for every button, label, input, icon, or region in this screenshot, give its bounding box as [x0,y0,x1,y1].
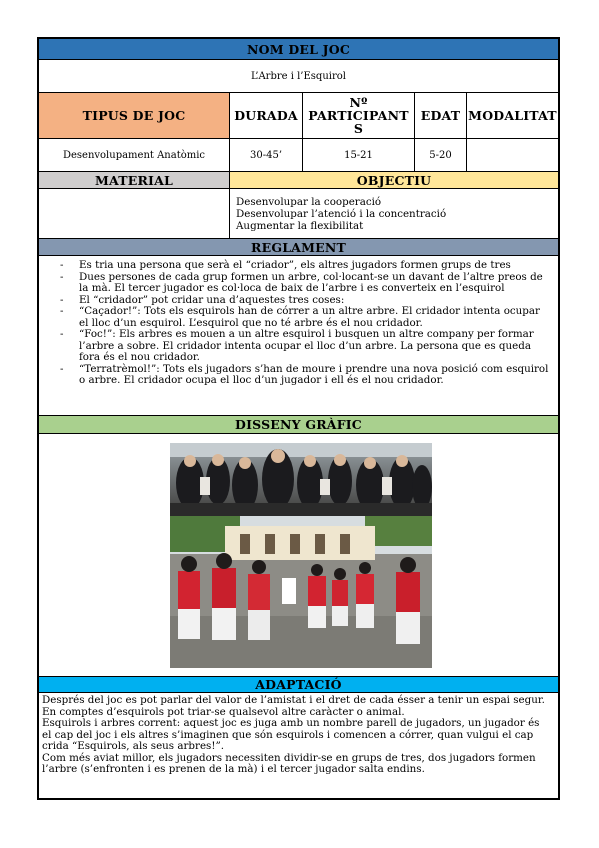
adaptation-paragraph: En comptes d’esquirols pot triar-se qualsevol altre caràcter o animal. [42,705,405,718]
game-name-value: L’Arbre i l’Esquirol [251,70,346,82]
adaptation-row [39,693,558,798]
type-value: Desenvolupament Anatòmic [39,139,230,171]
game-sheet [37,37,560,800]
material-header: MATERIAL [39,172,230,188]
adaptation-content [42,695,552,776]
game-name-header: NOM DEL JOC [247,41,350,57]
objective-header: OBJECTIU [230,172,558,188]
objective-list [230,189,558,238]
rule-item: - Es tria una persona que serà el “criador”, els altres jugadors formen grups de tres [39,260,552,272]
rules-list [39,260,558,387]
adaptation-paragraph: Després del joc es pot parlar del valor de l’amistat i el dret de cada ésser a tenir un espai segur. [42,694,545,706]
graphic-header-row [39,416,558,434]
material-objective-row [39,189,558,239]
objective-line: Desenvolupar la cooperació [236,195,382,208]
participants-header-line3: S [353,121,364,136]
game-name-header-row [39,39,558,60]
adaptation-header: ADAPTACIÓ [255,677,342,692]
rules-row [39,256,558,416]
info-header-row [39,93,558,139]
material-objective-header-row [39,172,558,189]
participants-value: 15-21 [303,139,415,171]
photo-students-circle [170,443,432,516]
rules-content [39,260,558,387]
mode-header: MODALITAT [468,108,557,123]
adaptation-header-row [39,677,558,693]
material-value [39,189,230,238]
participants-header-line2: PARTICIPANT [308,108,409,123]
rules-header: REGLAMENT [251,239,346,255]
adaptation-paragraph: Esquirols i arbres corrent: aquest joc es juga amb un nombre parell de jugadors, un jugador és el cap del joc i els altres s’imaginen que són esquirols i comencen a córrer, quan vulgui el cap crida “Esquirols, als seus arbres!”. [42,717,540,752]
graphic-header: DISSENY GRÀFIC [235,417,362,432]
rule-item: - El “cridador” pot cridar una d’aquestes tres coses: [39,295,552,307]
rule-item: - Dues persones de cada grup formen un arbre, col·locant-se un davant de l’altre preos de la mà. El tercer jugador es col·loca de baix de l’arbre i es converteix en l’esquirol [39,272,552,295]
participants-header-line1: Nº [349,95,368,110]
photo-children-schoolyard-image [170,516,432,668]
rule-item: - “Caçador!”: Tots els esquirols han de córrer a un altre arbre. El cridador intenta ocupar el lloc d’un esquirol. L’esquirol que no té arbre és el nou cridador. [39,306,552,329]
rule-item: - “Terratrèmol!”: Tots els jugadors s’han de moure i prendre una nova posició com esquirol o arbre. El cridador ocupa el lloc d’un jugador i ell és el nou cridador. [39,364,552,387]
rule-item: - “Foc!”: Els arbres es mouen a un altre esquirol i busquen un altre company per formar l’arbre a sobre. El cridador intenta ocupar el lloc d’un arbre. La persona que es queda fora és el nou cridador. [39,329,552,364]
info-value-row [39,139,558,172]
participants-header [303,93,415,138]
age-value: 5-20 [415,139,467,171]
adaptation-paragraph: Com més aviat millor, els jugadors necessiten dividir-se en grups de tres, dos jugadors formen l’arbre (s’enfronten i es prenen de la mà) i el tercer jugador salta endins. [42,751,536,775]
type-header: TIPUS DE JOC [39,93,230,138]
mode-value [467,139,558,171]
duration-header: DURADA [230,93,303,138]
photo-children-schoolyard [170,516,432,668]
duration-value: 30-45’ [230,139,303,171]
photo-students-circle-image [170,443,432,516]
rules-header-row [39,239,558,256]
objective-line: Augmentar la flexibilitat [236,219,364,232]
game-name-row [39,60,558,93]
graphic-row [39,434,558,677]
objective-line: Desenvolupar l’atenció i la concentració [236,207,447,220]
age-header: EDAT [415,93,467,138]
